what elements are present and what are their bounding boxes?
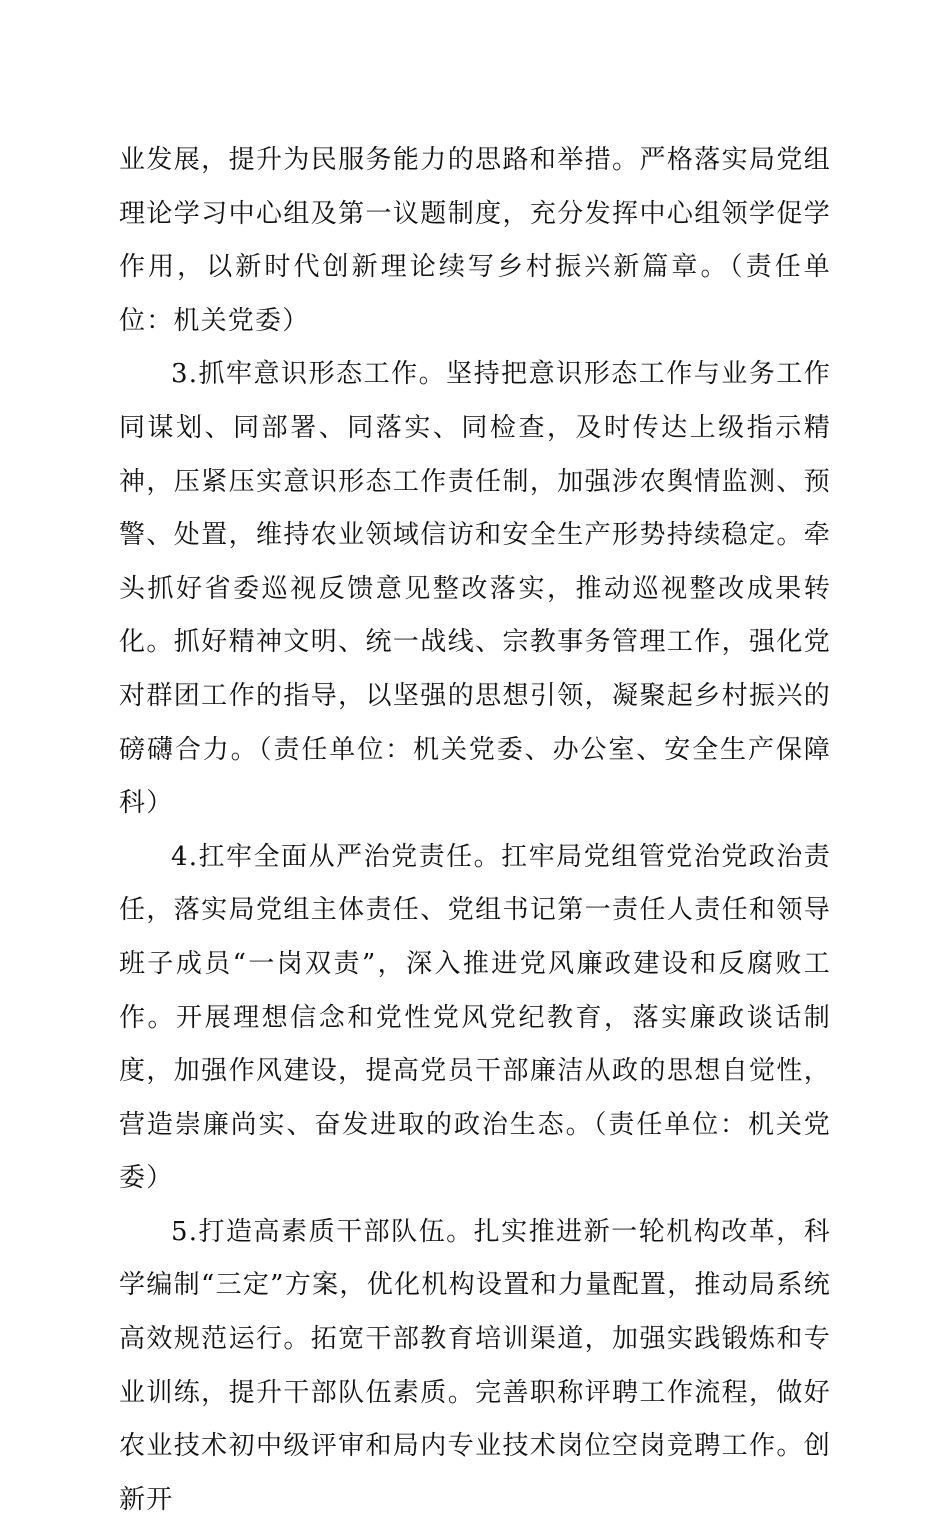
paragraph-item-3: 3.抓牢意识形态工作。坚持把意识形态工作与业务工作同谋划、同部署、同落实、同检查，及时传达上级指示精神，压紧压实意识形态工作责任制，加强涉农舆情监测、预警、处置，维持农业领域信访和安全生产形势持续稳定。牵头抓好省委巡视反馈意见整改落实，推动巡视整改成果转化。抓好精神文明、统一战线、宗教事务管理工作，强化党对群团工作的指导，以坚强的思想引领，凝聚起乡村振兴的磅礴合力。（责任单位：机关党委、办公室、安全生产保障科） xyxy=(119,359,831,819)
paragraph-continuation: 业发展，提升为民服务能力的思路和举措。严格落实局党组理论学习中心组及第一议题制度，充分发挥中心组领学促学作用，以新时代创新理论续写乡村振兴新篇章。（责任单位：机关党委） xyxy=(119,145,831,336)
paragraph-item-4: 4.扛牢全面从严治党责任。扛牢局党组管党治党政治责任，落实局党组主体责任、党组书记第一责任人责任和领导班子成员“一岗双责”，深入推进党风廉政建设和反腐败工作。开展理想信念和党性党风党纪教育，落实廉政谈话制度，加强作风建设，提高党员干部廉洁从政的思想自觉性，营造崇廉尚实、奋发进取的政治生态。（责任单位：机关党委） xyxy=(119,841,831,1194)
document-body xyxy=(119,134,831,1527)
paragraph-item-5: 5.打造高素质干部队伍。扎实推进新一轮机构改革，科学编制“三定”方案，优化机构设置和力量配置，推动局系统高效规范运行。拓宽干部教育培训渠道，加强实践锻炼和专业训练，提升干部队伍素质。完善职称评聘工作流程，做好农业技术初中级评审和局内专业技术岗位空岗竞聘工作。创新开 xyxy=(119,1216,831,1515)
